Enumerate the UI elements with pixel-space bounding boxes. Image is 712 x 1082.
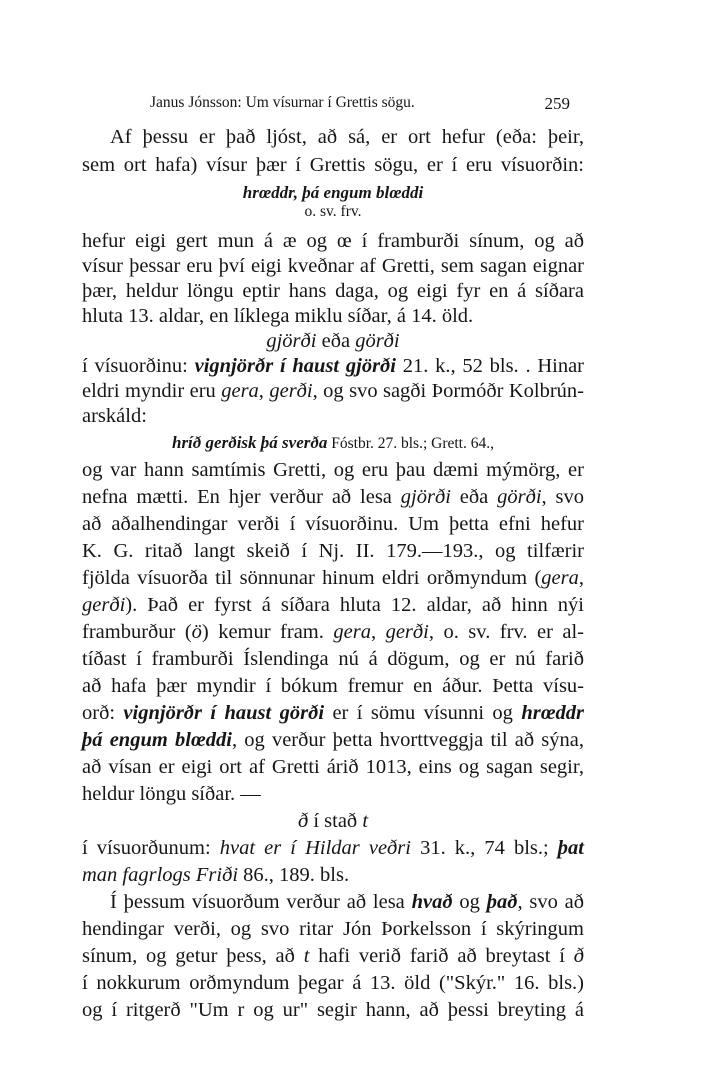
- text-line: þær, heldur löngu eptir hans daga, og eigi fyr en á síðara: [82, 280, 584, 302]
- text-line: og í ritgerð "Um r og ur" segir hann, að þessi breyting á: [82, 999, 584, 1021]
- text-line: hefur eigi gert mun á æ og œ í framburði sínum, og að: [82, 230, 584, 252]
- text-line: arskáld:: [82, 405, 147, 427]
- text-line: í vísuorðinu: vignjörðr í haust gjörði 21. k., 52 bls. . Hinar: [82, 355, 584, 377]
- text-line: heldur löngu síðar. —: [82, 783, 261, 805]
- section-heading: gjörði eða görði: [266, 330, 400, 352]
- text-line: sínum, og getur þess, að t hafi verið farið að breytast í ð: [82, 945, 584, 967]
- text-line: að hafa þær myndir í bókum fremur en áður. Þetta vísu-: [82, 675, 584, 697]
- text-line: í vísuorðunum: hvat er í Hildar veðri 31. k., 74 bls.; þat: [82, 837, 584, 859]
- text-line: að vísan er eigi ort af Gretti árið 1013, eins og sagan segir,: [82, 756, 584, 778]
- text-line: vísur þessar eru því eigi kveðnar af Gretti, sem sagan eignar: [82, 255, 584, 277]
- text-line: og var hann samtímis Gretti, og eru þau dæmi mýmörg, er: [82, 459, 584, 481]
- text-line: man fagrlogs Friði 86., 189. bls.: [82, 864, 350, 886]
- text-line: þá engum blœddi, og verður þetta hvorttveggja til að sýna,: [82, 729, 585, 751]
- text-line: nefna mætti. En hjer verður að lesa gjörði eða görði, svo: [82, 486, 584, 508]
- verse-example-note: o. sv. frv.: [304, 203, 362, 220]
- text-line: sem ort hafa) vísur þær í Grettis sögu, er í eru vísuorðin:: [82, 154, 584, 176]
- text-line: í nokkurum orðmyndum þegar á 13. öld ("Skýr." 16. bls.): [82, 972, 584, 994]
- running-head: Janus Jónsson: Um vísurnar í Grettis sögu.: [150, 94, 415, 111]
- text-line: K. G. ritað langt skeið í Nj. II. 179.—193., og tilfærir: [82, 540, 584, 562]
- text-line: hendingar verði, og svo ritar Jón Þorkelsson í skýringum: [82, 918, 584, 940]
- text-line: gerði). Það er fyrst á síðara hluta 12. aldar, að hinn nýi: [82, 594, 584, 616]
- verse-example: hrœddr, þá engum blœddi: [242, 183, 424, 202]
- text-line: tíðast í framburði Íslendinga nú á dögum, og er nú farið: [82, 648, 584, 670]
- text-line: framburður (ö) kemur fram. gera, gerði, o. sv. frv. er al-: [82, 621, 584, 643]
- text-line: eldri myndir eru gera, gerði, og svo sagði Þormóðr Kolbrún-: [82, 380, 584, 402]
- verse-example: hríð gerðisk þá sverða Fóstbr. 27. bls.; Grett. 64.,: [171, 433, 494, 452]
- text-line: Af þessu er það ljóst, að sá, er ort hefur (eða: þeir,: [110, 126, 584, 148]
- text-line: orð: vignjörðr í haust görði er í sömu vísunni og hrœddr: [82, 702, 584, 724]
- section-heading: ð í stað t: [297, 810, 369, 832]
- page-number: 259: [544, 94, 570, 113]
- text-line: fjölda vísuorða til sönnunar hinum eldri orðmyndum (gera,: [82, 567, 584, 589]
- text-line: hluta 13. aldar, en líklega miklu síðar, á 14. öld.: [82, 305, 474, 327]
- text-line: að aðalhendingar verði í vísuorðinu. Um þetta efni hefur: [82, 513, 584, 535]
- text-line: Í þessum vísuorðum verður að lesa hvað og það, svo að: [110, 891, 584, 913]
